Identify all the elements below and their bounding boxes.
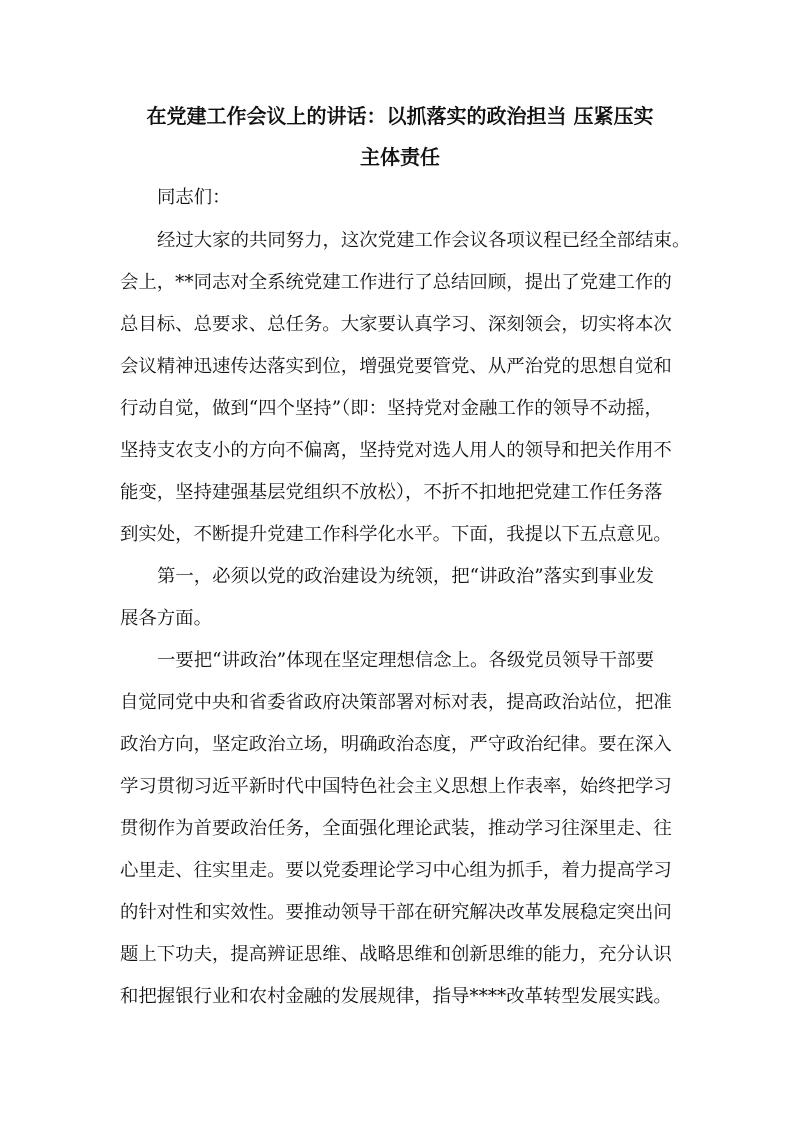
salutation: 同志们： xyxy=(157,187,231,208)
body-line: 会议精神迅速传达落实到位，增强党要管党、从严治党的思想自觉和 xyxy=(120,356,672,377)
body-line: 自觉同党中央和省委省政府决策部署对标对表，提高政治站位，把准 xyxy=(120,692,672,713)
body-line: 到实处，不断提升党建工作科学化水平。下面，我提以下五点意见。 xyxy=(120,524,672,545)
body-line: 坚持支农支小的方向不偏离，坚持党对选人用人的领导和把关作用不 xyxy=(120,440,672,461)
body-line: 行动自觉，做到“四个坚持”（即：坚持党对金融工作的领导不动摇， xyxy=(120,398,663,419)
body-line: 学习贯彻习近平新时代中国特色社会主义思想上作表率，始终把学习 xyxy=(120,776,672,797)
body-line: 总目标、总要求、总任务。大家要认真学习、深刻领会，切实将本次 xyxy=(120,314,672,335)
body-line: 题上下功夫，提高辨证思维、战略思维和创新思维的能力，充分认识 xyxy=(120,944,672,965)
body-line: 政治方向，坚定政治立场，明确政治态度，严守政治纪律。要在深入 xyxy=(120,734,672,755)
document-title-line-1: 在党建工作会议上的讲话：以抓落实的政治担当 压紧压实 xyxy=(146,104,654,128)
body-line: 经过大家的共同努力，这次党建工作会议各项议程已经全部结束。 xyxy=(157,230,691,251)
body-line: 贯彻作为首要政治任务，全面强化理论武装，推动学习往深里走、往 xyxy=(120,818,672,839)
body-line: 心里走、往实里走。要以党委理论学习中心组为抓手，着力提高学习 xyxy=(120,860,672,881)
document-title-line-2: 主体责任 xyxy=(360,145,440,169)
body-line: 和把握银行业和农村金融的发展规律，指导****改革转型发展实践。 xyxy=(120,986,672,1007)
section-heading-line: 展各方面。 xyxy=(120,608,212,629)
body-line: 能变，坚持建强基层党组织不放松），不折不扣地把党建工作任务落 xyxy=(120,482,663,503)
body-line: 的针对性和实效性。要推动领导干部在研究解决改革发展稳定突出问 xyxy=(120,902,672,923)
section-heading-line: 第一，必须以党的政治建设为统领，把“讲政治”落实到事业发 xyxy=(157,566,654,587)
body-line: 会上，**同志对全系统党建工作进行了总结回顾，提出了党建工作的 xyxy=(120,272,672,293)
body-line: 一要把“讲政治”体现在坚定理想信念上。各级党员领导干部要 xyxy=(157,650,654,671)
